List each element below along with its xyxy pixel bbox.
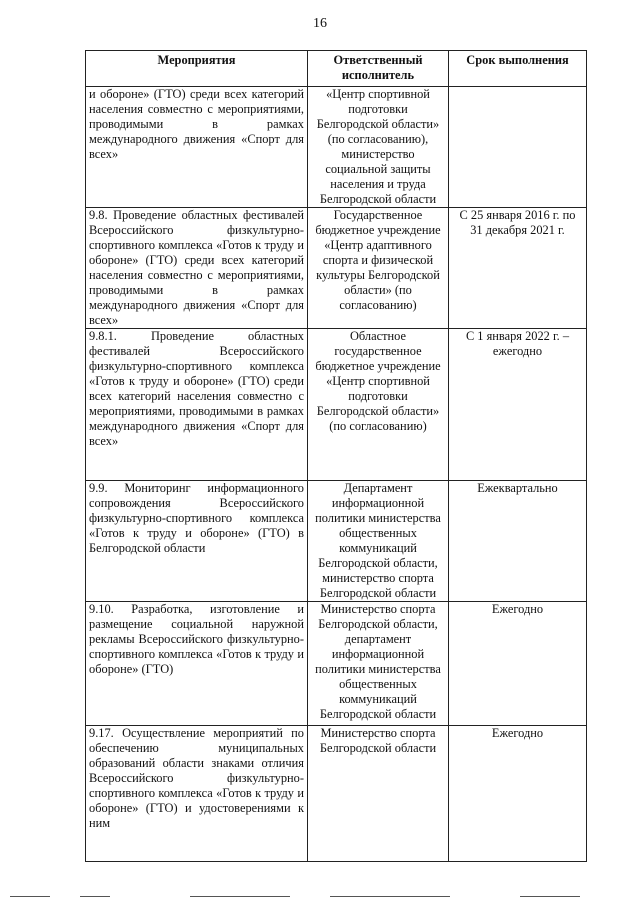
activities-table	[85, 50, 587, 862]
scan-speck	[520, 896, 580, 897]
activity-cell: 9.17. Осуществление мероприятий по обеспечению муниципальных образований области знаками отличия Всероссийского физкультурно-спортивного комплекса «Готов к труду и обороне» (ГТО) и удостоверениями к ним	[86, 726, 308, 862]
table-row	[86, 481, 587, 602]
header-activities: Мероприятия	[86, 51, 308, 87]
deadline-cell: Ежегодно	[449, 602, 587, 726]
scan-speck	[190, 896, 290, 897]
executor-cell: «Центр спортивной подготовки Белгородской области» (по согласованию), министерство социальной защиты населения и труда Белгородской области	[308, 87, 449, 208]
table-row	[86, 726, 587, 862]
scan-speck	[10, 896, 50, 897]
table-row	[86, 602, 587, 726]
executor-cell: Государственное бюджетное учреждение «Центр адаптивного спорта и физической культуры Белгородской области» (по согласованию)	[308, 208, 449, 329]
header-deadline: Срок выполнения	[449, 51, 587, 87]
scan-speck	[330, 896, 450, 897]
executor-cell: Министерство спорта Белгородской области, департамент информационной политики министерства общественных коммуникаций Белгородской области	[308, 602, 449, 726]
deadline-cell	[449, 87, 587, 208]
executor-cell: Министерство спорта Белгородской области	[308, 726, 449, 862]
activity-cell: 9.8. Проведение областных фестивалей Всероссийского физкультурно-спортивного комплекса «Готов к труду и обороне» (ГТО) среди всех категорий населения совместно с мероприятиями, проводимыми в рамках международного движения «Спорт для всех»	[86, 208, 308, 329]
scan-speck	[80, 896, 110, 897]
table-row	[86, 87, 587, 208]
table-row	[86, 329, 587, 481]
executor-cell: Департамент информационной политики министерства общественных коммуникаций Белгородской области, министерство спорта Белгородской области	[308, 481, 449, 602]
activity-cell: 9.8.1. Проведение областных фестивалей Всероссийского физкультурно-спортивного комплекса «Готов к труду и обороне» (ГТО) среди всех категорий населения совместно с мероприятиями, проводимыми в рамках международного движения «Спорт для всех»	[86, 329, 308, 481]
deadline-cell: Ежеквартально	[449, 481, 587, 602]
scan-artifacts	[0, 896, 640, 900]
activity-cell: 9.10. Разработка, изготовление и размещение социальной наружной рекламы Всероссийского физкультурно-спортивного комплекса «Готов к труду и обороне» (ГТО)	[86, 602, 308, 726]
table-header-row	[86, 51, 587, 87]
header-executor: Ответственный исполнитель	[308, 51, 449, 87]
page-number: 16	[313, 16, 327, 31]
deadline-cell: Ежегодно	[449, 726, 587, 862]
table-row	[86, 208, 587, 329]
activity-cell: и обороне» (ГТО) среди всех категорий населения совместно с мероприятиями, проводимыми в рамках международного движения «Спорт для всех»	[86, 87, 308, 208]
deadline-cell: С 1 января 2022 г. – ежегодно	[449, 329, 587, 481]
executor-cell: Областное государственное бюджетное учреждение «Центр спортивной подготовки Белгородской области» (по согласованию)	[308, 329, 449, 481]
deadline-cell: С 25 января 2016 г. по 31 декабря 2021 г.	[449, 208, 587, 329]
activity-cell: 9.9. Мониторинг информационного сопровождения Всероссийского физкультурно-спортивного комплекса «Готов к труду и обороне» (ГТО) в Белгородской области	[86, 481, 308, 602]
